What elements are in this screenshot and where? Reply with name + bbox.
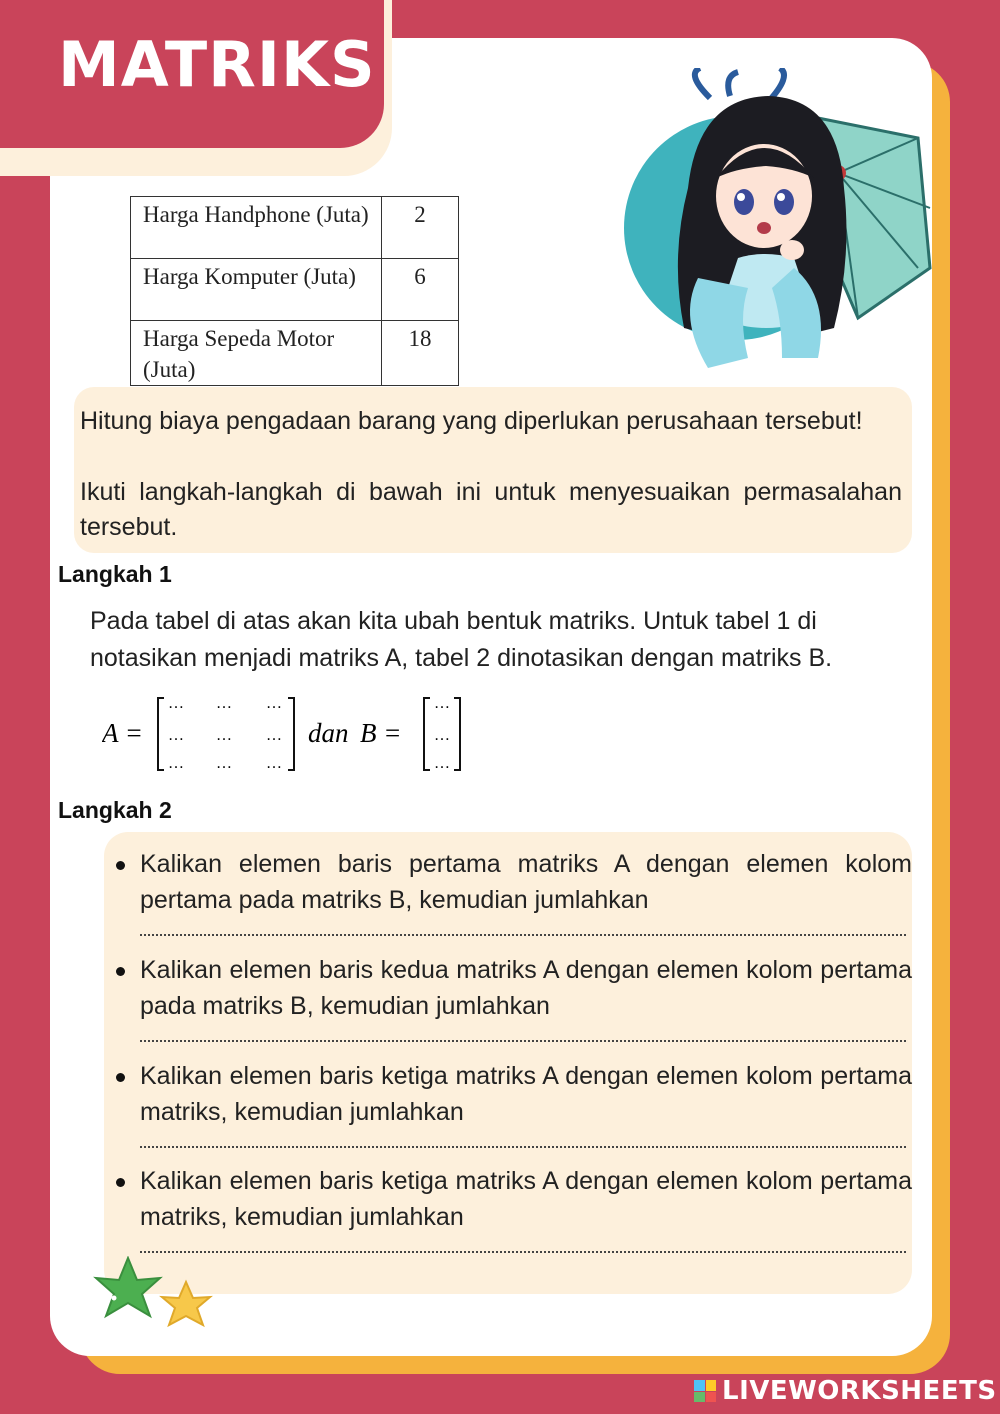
bullet-icon (116, 967, 125, 976)
bullet-icon (116, 861, 125, 870)
answer-line[interactable] (140, 934, 906, 936)
list-item-text: Kalikan elemen baris pertama matriks A dengan elemen kolom pertama pada matriks B, kemudian jumlahkan (140, 850, 912, 914)
green-star-icon (96, 1258, 160, 1316)
table-row (131, 259, 459, 321)
matrix-a-cell: … (266, 755, 282, 772)
matrix-b-label: B = (360, 718, 402, 748)
matrix-a-cell: … (266, 727, 282, 744)
instruction-text-2: Ikuti langkah-langkah di bawah ini untuk menyesuaikan permasalahan tersebut. (80, 478, 902, 541)
table-cell-label: Harga Handphone (Juta) (131, 197, 382, 259)
matrix-connector: dan (308, 718, 349, 748)
brand-logo-icon (694, 1380, 716, 1402)
table-cell-label: Harga Sepeda Motor (Juta) (131, 321, 382, 386)
instruction-text-1: Hitung biaya pengadaan barang yang diperlukan perusahaan tersebut! (80, 407, 863, 435)
matrix-a-cell: … (168, 695, 184, 712)
table-cell-value: 18 (382, 321, 459, 386)
chibi-character-illustration (618, 68, 936, 388)
title-tab (0, 0, 384, 148)
table-row (131, 321, 459, 386)
yellow-star-icon (162, 1282, 210, 1325)
matrix-b-cell: … (434, 727, 450, 744)
brand-footer (694, 1376, 997, 1406)
price-table (130, 196, 459, 386)
step2-heading: Langkah 2 (58, 797, 172, 823)
bullet-icon (116, 1073, 125, 1082)
table-row (131, 197, 459, 259)
matrix-a-cell: … (266, 695, 282, 712)
bullet-icon (116, 1178, 125, 1187)
answer-line[interactable] (140, 1251, 906, 1253)
matrix-a-cell: … (216, 695, 232, 712)
step1-heading: Langkah 1 (58, 561, 172, 587)
instruction-box (74, 387, 912, 553)
brand-name: LIVEWORKSHEETS (722, 1376, 997, 1406)
answer-line[interactable] (140, 1040, 906, 1042)
matrix-formula (102, 694, 482, 774)
list-item-text: Kalikan elemen baris ketiga matriks A dengan elemen kolom pertama matriks, kemudian jumlahkan (140, 1167, 912, 1231)
step1-text: Pada tabel di atas akan kita ubah bentuk matriks. Untuk tabel 1 di notasikan menjadi matriks A, tabel 2 dinotasikan dengan matriks B. (90, 607, 833, 672)
list-item-text: Kalikan elemen baris ketiga matriks A dengan elemen kolom pertama matriks, kemudian jumlahkan (140, 1062, 912, 1126)
matrix-a-cell: … (216, 727, 232, 744)
stars-decoration (92, 1256, 218, 1340)
page-title: MATRIKS (58, 28, 376, 101)
matrix-a-cell: … (168, 727, 184, 744)
matrix-a-cell: … (216, 755, 232, 772)
table-cell-label: Harga Komputer (Juta) (131, 259, 382, 321)
matrix-a-cell: … (168, 755, 184, 772)
table-cell-value: 6 (382, 259, 459, 321)
table-cell-value: 2 (382, 197, 459, 259)
matrix-b-cell: … (434, 755, 450, 772)
answer-line[interactable] (140, 1146, 906, 1148)
matrix-a-label: A = (102, 718, 143, 748)
matrix-b-cell: … (434, 695, 450, 712)
list-item-text: Kalikan elemen baris kedua matriks A dengan elemen kolom pertama pada matriks B, kemudian jumlahkan (140, 956, 912, 1020)
